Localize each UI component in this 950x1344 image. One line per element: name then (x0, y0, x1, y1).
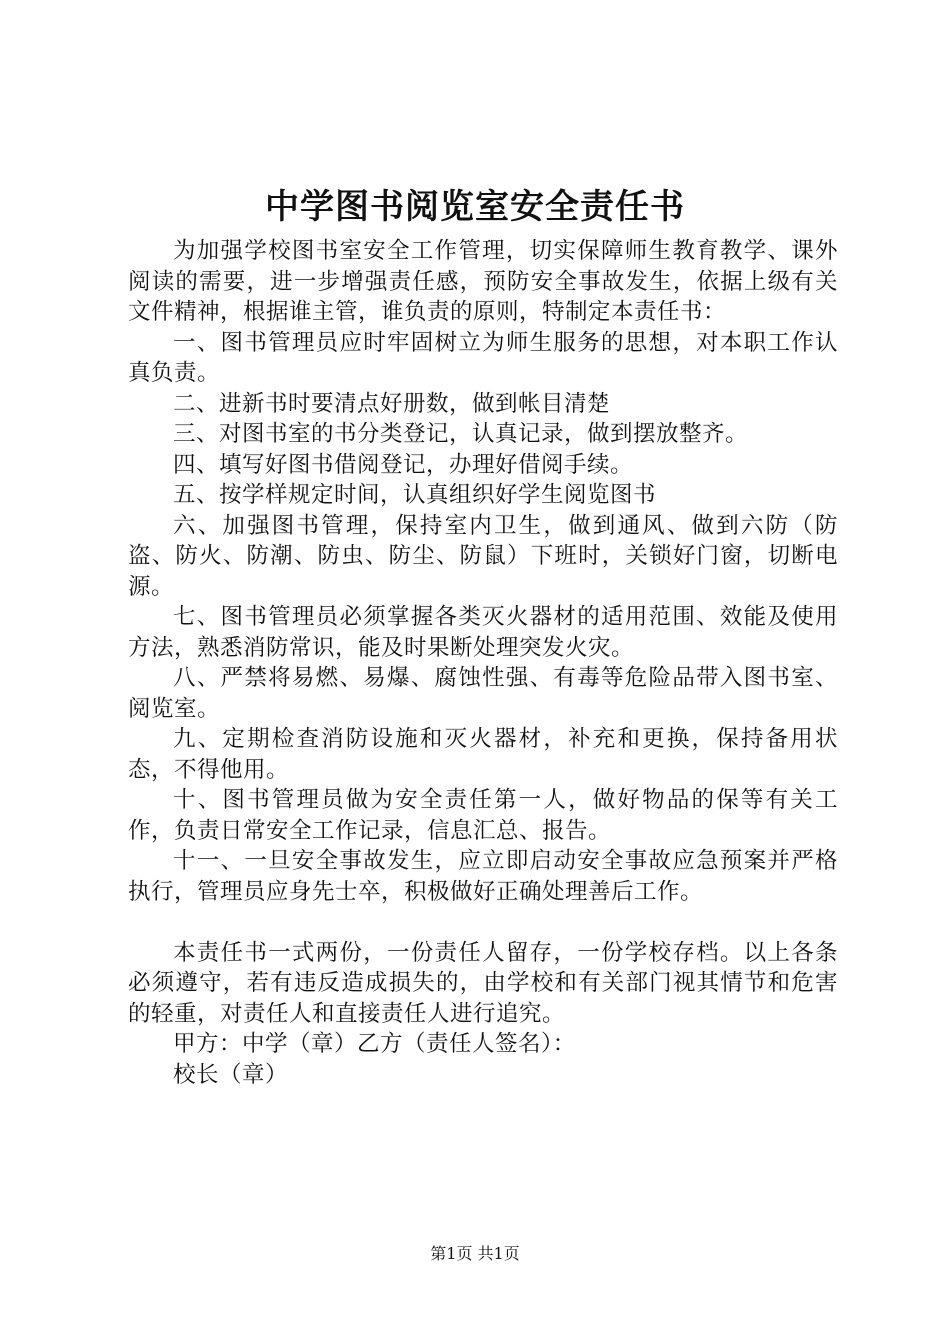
clause-8: 八、严禁将易燃、易爆、腐蚀性强、有毒等危险品带入图书室、阅览室。 (128, 665, 838, 722)
clause-4: 四、填写好图书借阅登记，办理好借阅手续。 (173, 451, 634, 478)
principal-line: 校长（章） (173, 1061, 289, 1088)
clause-6: 六、加强图书管理，保持室内卫生，做到通风、做到六防（防盗、防火、防潮、防虫、防尘、防鼠）下班时，关锁好门窗，切断电源。 (128, 512, 838, 600)
clause-2: 二、进新书时要清点好册数，做到帐目清楚 (173, 390, 611, 417)
clause-7: 七、图书管理员必须掌握各类灭火器材的适用范围、效能及使用方法，熟悉消防常识，能及时果断处理突发火灾。 (128, 604, 838, 661)
document-body (128, 236, 838, 1090)
signature-line: 甲方：中学（章）乙方（责任人签名）： (173, 1031, 576, 1057)
closing-paragraph: 本责任书一式两份，一份责任人留存，一份学校存档。以上各条必须遵守，若有违反造成损失的，由学校和有关部门视其情节和危害的轻重，对责任人和直接责任人进行追究。 (128, 939, 838, 1027)
page-number-footer: 第1页 共1页 (430, 1244, 520, 1263)
clause-9: 九、定期检查消防设施和灭火器材，补充和更换，保持备用状态，不得他用。 (128, 726, 838, 783)
clause-3: 三、对图书室的书分类登记，认真记录，做到摆放整齐。 (173, 421, 749, 447)
clause-5: 五、按学样规定时间，认真组织好学生阅览图书 (173, 482, 657, 508)
blank-line (128, 907, 838, 938)
clause-11: 十一、一旦安全事故发生，应立即启动安全事故应急预案并严格执行，管理员应身先士卒，积极做好正确处理善后工作。 (128, 848, 838, 905)
clause-1: 一、图书管理员应时牢固树立为师生服务的思想，对本职工作认真负责。 (128, 329, 838, 386)
clause-10: 十、图书管理员做为安全责任第一人，做好物品的保等有关工作，负责日常安全工作记录，信息汇总、报告。 (128, 787, 838, 844)
intro-paragraph: 为加强学校图书室安全工作管理，切实保障师生教育教学、课外阅读的需要，进一步增强责任感，预防安全事故发生，依据上级有关文件精神，根据谁主管，谁负责的原则，特制定本责任书： (128, 238, 838, 325)
document-title: 中学图书阅览室安全责任书 (265, 187, 685, 227)
